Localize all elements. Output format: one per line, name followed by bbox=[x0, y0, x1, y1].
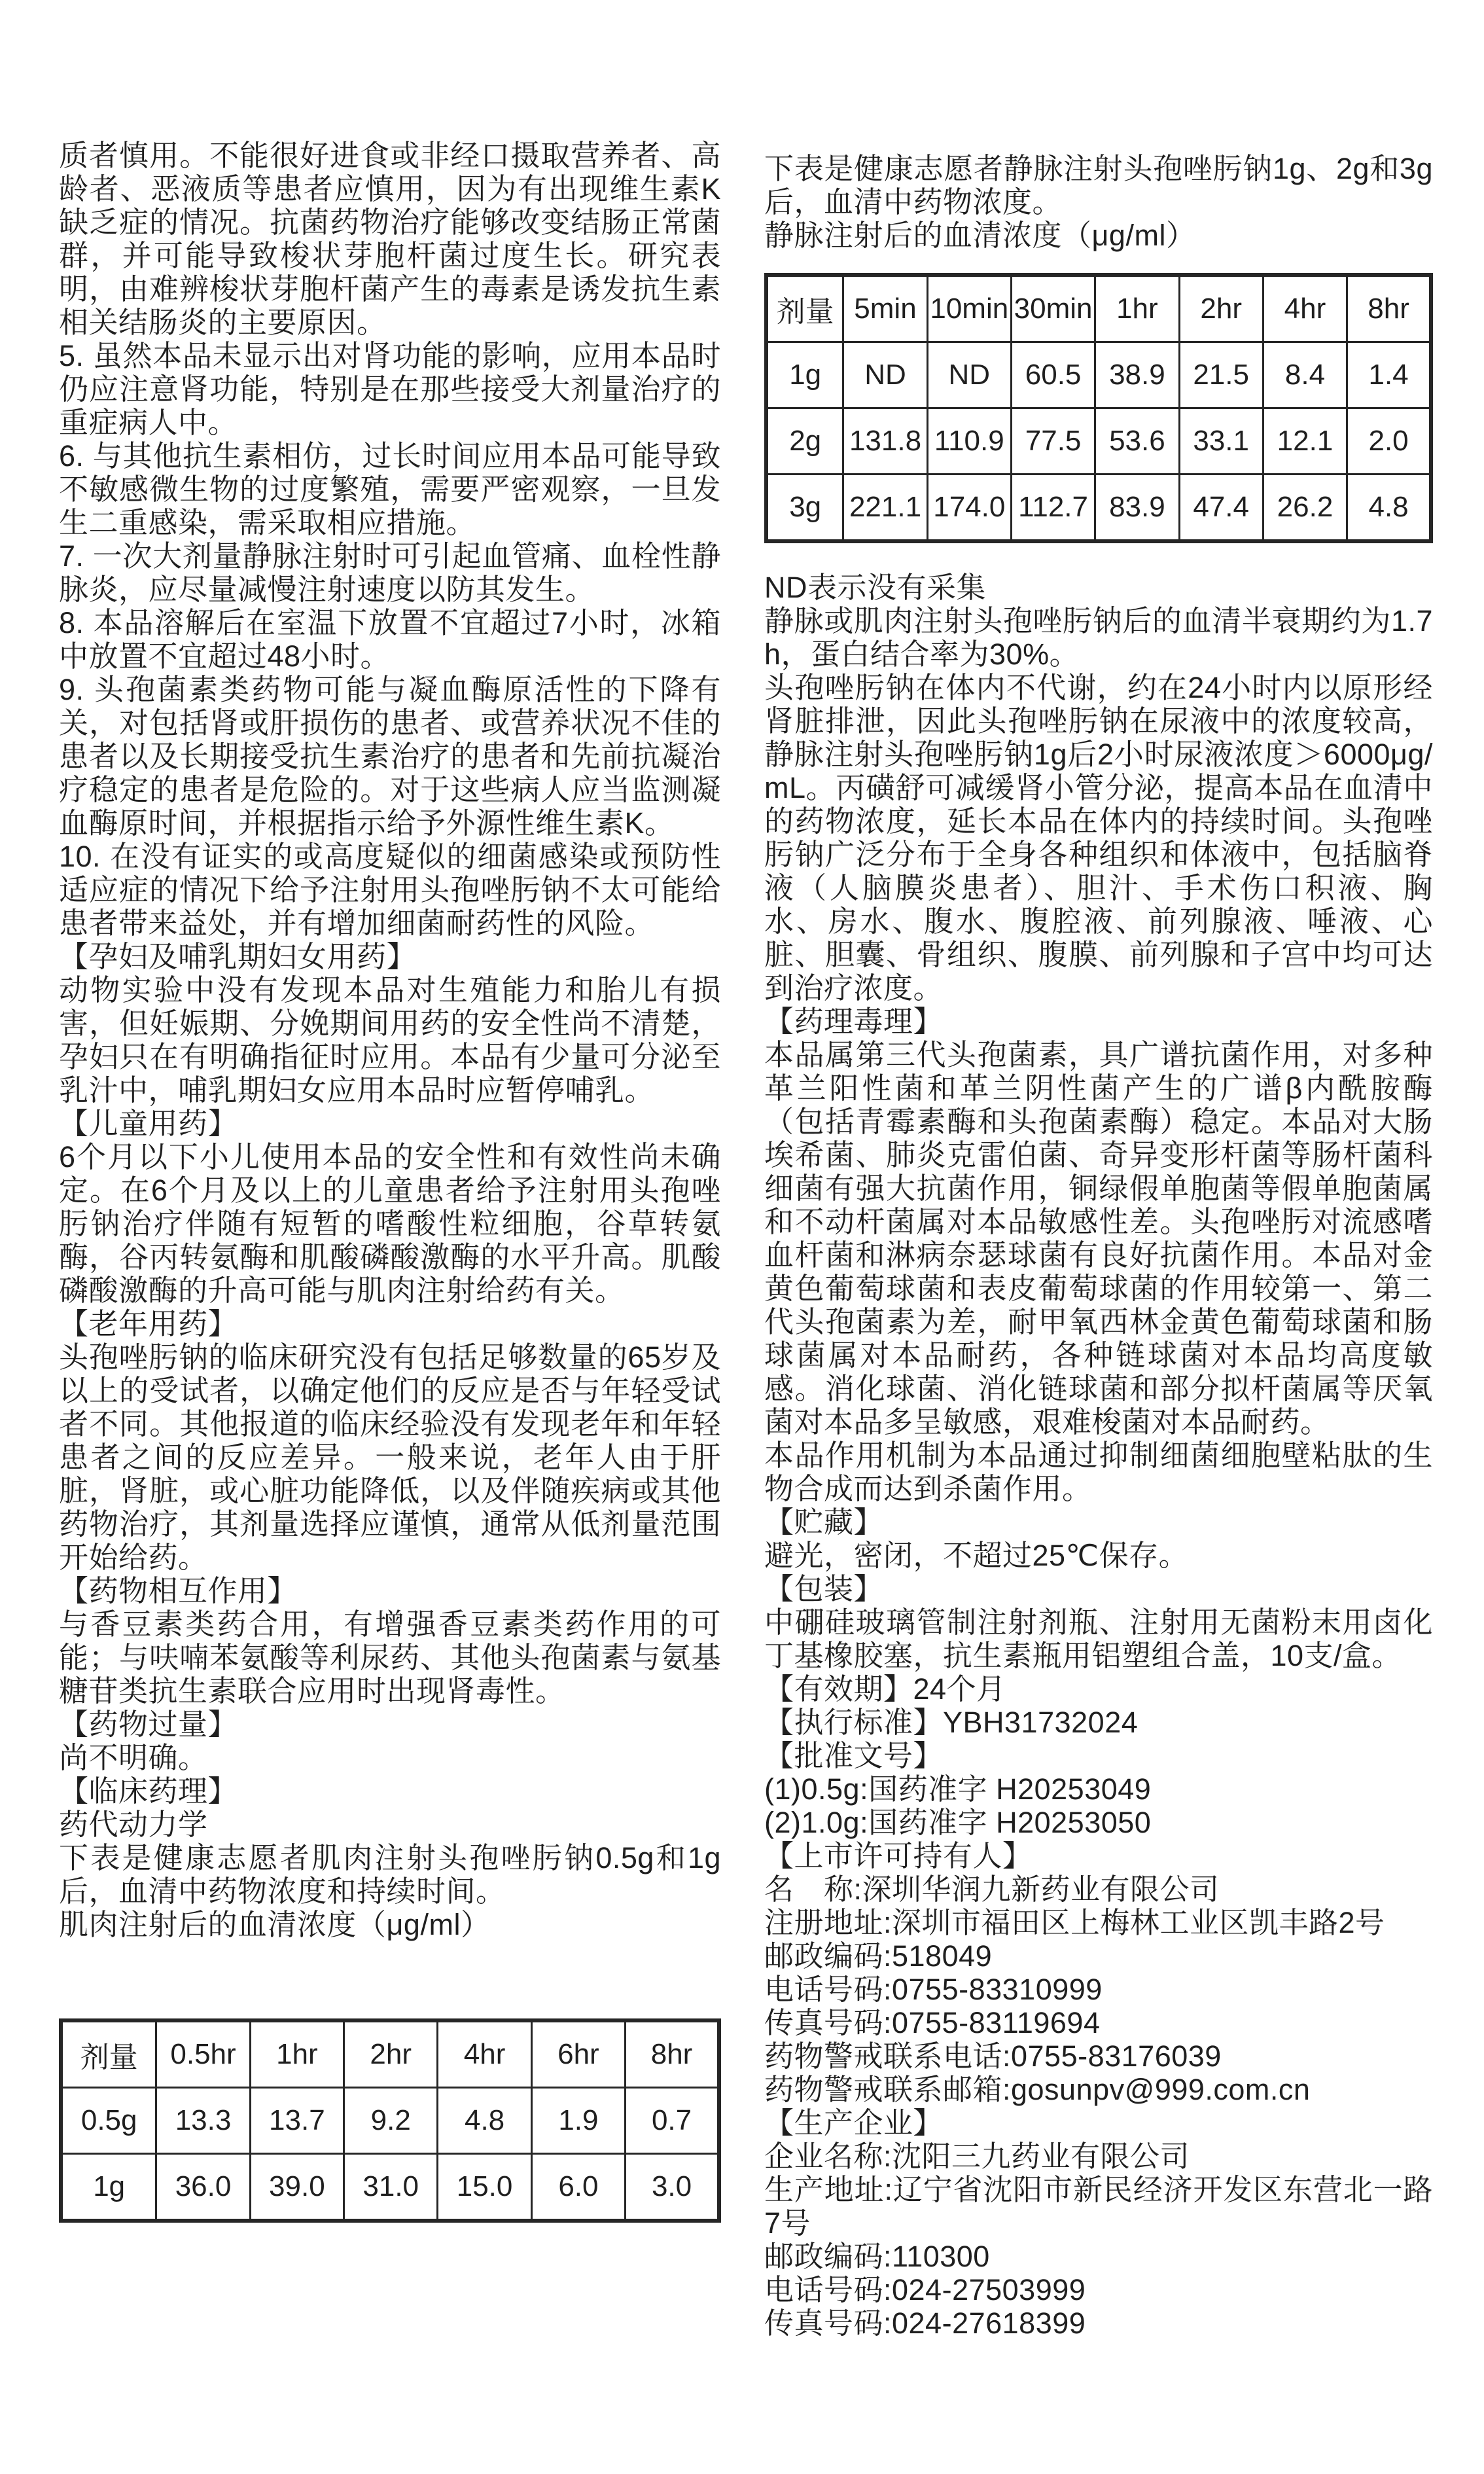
section-heading-packaging: 【包装】 bbox=[764, 1572, 884, 1605]
line-shelf-life: 【有效期】24个月 bbox=[764, 1672, 1006, 1706]
table-header-cell: 8hr bbox=[1347, 275, 1431, 342]
table-cell: 4.8 bbox=[438, 2088, 531, 2154]
table-cell: 83.9 bbox=[1095, 475, 1179, 542]
table-cell: 2g bbox=[766, 408, 843, 475]
section-heading-approval-number: 【批准文号】 bbox=[764, 1739, 944, 1772]
table-cell: 38.9 bbox=[1095, 342, 1179, 408]
paragraph-half-life: 静脉或肌肉注射头孢唑肟钠后的血清半衰期约为1.7 h，蛋白结合率为30%。 bbox=[764, 604, 1433, 671]
line-manufacturer-address: 生产地址:辽宁省沈阳市新民经济开发区东营北一路7号 bbox=[764, 2173, 1433, 2240]
table-header-cell: 5min bbox=[843, 275, 927, 342]
section-heading-elderly: 【老年用药】 bbox=[59, 1307, 238, 1340]
table-header-cell: 0.5hr bbox=[156, 2020, 250, 2088]
section-heading-clinical-pharmacology: 【临床药理】 bbox=[59, 1774, 238, 1808]
table-cell: 0.5g bbox=[61, 2088, 156, 2154]
table-cell: 6.0 bbox=[531, 2154, 625, 2221]
paragraph-children: 6个月以下小儿使用本品的安全性和有效性尚未确定。在6个月及以上的儿童患者给予注射用头孢唑肟钠治疗伴随有短暂的嗜酸性粒细胞，谷草转氨酶，谷丙转氨酶和肌酸磷酸激酶的水平升高。肌酸磷酸激酶的升高可能与肌肉注射给药有关。 bbox=[59, 1140, 721, 1307]
table-cell: 47.4 bbox=[1179, 475, 1263, 542]
table-cell: 8.4 bbox=[1263, 342, 1347, 408]
table-header-cell: 2hr bbox=[344, 2020, 438, 2088]
paragraph-im-table-intro: 下表是健康志愿者肌肉注射头孢唑肟钠0.5g和1g后，血清中药物浓度和持续时间。 bbox=[59, 1841, 721, 1908]
line-manufacturer-name: 企业名称:沈阳三九药业有限公司 bbox=[764, 2140, 1190, 2173]
line-manufacturer-phone: 电话号码:024-27503999 bbox=[764, 2273, 1086, 2306]
im-serum-concentration-table bbox=[59, 2018, 721, 2223]
table-row bbox=[766, 475, 1431, 542]
table-cell: 2.0 bbox=[1347, 408, 1431, 475]
table-cell: 110.9 bbox=[927, 408, 1011, 475]
line-pharmacovigilance-phone: 药物警戒联系电话:0755-83176039 bbox=[764, 2039, 1222, 2073]
table-cell: 174.0 bbox=[927, 475, 1011, 542]
paragraph-precaution-9: 9. 头孢菌素类药物可能与凝血酶原活性的下降有关，对包括肾或肝损伤的患者、或营养状况不佳的患者以及长期接受抗生素治疗的患者和先前抗凝治疗稳定的患者是危险的。对于这些病人应当监测凝血酶原时间，并根据指示给予外源性维生素K。 bbox=[59, 673, 721, 840]
paragraph-precaution-7: 7. 一次大剂量静脉注射时可引起血管痛、血栓性静脉炎，应尽量减慢注射速度以防其发生。 bbox=[59, 539, 721, 606]
line-manufacturer-postcode: 邮政编码:110300 bbox=[764, 2240, 990, 2273]
table-cell: 12.1 bbox=[1263, 408, 1347, 475]
table-cell: 60.5 bbox=[1011, 342, 1095, 408]
table-header-cell: 剂量 bbox=[61, 2020, 156, 2088]
table-header-cell: 10min bbox=[927, 275, 1011, 342]
table-cell: 9.2 bbox=[344, 2088, 438, 2154]
section-heading-children: 【儿童用药】 bbox=[59, 1107, 238, 1140]
table-header-cell: 剂量 bbox=[766, 275, 843, 342]
table-cell: 221.1 bbox=[843, 475, 927, 542]
table-header-row bbox=[766, 275, 1431, 342]
table-row bbox=[766, 342, 1431, 408]
table-cell: 0.7 bbox=[626, 2088, 719, 2154]
table-header-row bbox=[61, 2020, 719, 2088]
table-cell: ND bbox=[843, 342, 927, 408]
line-pharmacovigilance-email: 药物警戒联系邮箱:gosunpv@999.com.cn bbox=[764, 2073, 1311, 2106]
section-heading-drug-interactions: 【药物相互作用】 bbox=[59, 1574, 298, 1607]
table-header-cell: 4hr bbox=[438, 2020, 531, 2088]
line-holder-fax: 传真号码:0755-83119694 bbox=[764, 2006, 1101, 2039]
table-cell: 1.4 bbox=[1347, 342, 1431, 408]
paragraph-packaging: 中硼硅玻璃管制注射剂瓶、注射用无菌粉末用卤化丁基橡胶塞，抗生素瓶用铝塑组合盖，10支/盒。 bbox=[764, 1605, 1433, 1672]
table-row bbox=[766, 408, 1431, 475]
paragraph-storage: 避光，密闭，不超过25℃保存。 bbox=[764, 1539, 1189, 1572]
table-cell: 26.2 bbox=[1263, 475, 1347, 542]
line-approval-number-2: (2)1.0g:国药准字 H20253050 bbox=[764, 1806, 1152, 1839]
table-header-cell: 4hr bbox=[1263, 275, 1347, 342]
table-header-cell: 30min bbox=[1011, 275, 1095, 342]
table-cell: 33.1 bbox=[1179, 408, 1263, 475]
section-heading-manufacturer: 【生产企业】 bbox=[764, 2106, 944, 2140]
table-header-cell: 8hr bbox=[626, 2020, 719, 2088]
line-holder-name: 名 称:深圳华润九新药业有限公司 bbox=[764, 1873, 1220, 1906]
table-cell: 13.3 bbox=[156, 2088, 250, 2154]
table-cell: 3g bbox=[766, 475, 843, 542]
table-header-cell: 2hr bbox=[1179, 275, 1263, 342]
table-cell: 4.8 bbox=[1347, 475, 1431, 542]
table-cell: 1g bbox=[61, 2154, 156, 2221]
table-cell: 1g bbox=[766, 342, 843, 408]
table-header-cell: 1hr bbox=[1095, 275, 1179, 342]
line-executive-standard: 【执行标准】YBH31732024 bbox=[764, 1706, 1139, 1739]
paragraph-antibacterial-spectrum: 本品属第三代头孢菌素，具广谱抗菌作用，对多种革兰阳性菌和革兰阴性菌产生的广谱β内酰胺酶（包括青霉素酶和头孢菌素酶）稳定。本品对大肠埃希菌、肺炎克雷伯菌、奇异变形杆菌等肠杆菌科细菌有强大抗菌作用，铜绿假单胞菌等假单胞菌属和不动杆菌属对本品敏感性差。头孢唑肟对流感嗜血杆菌和淋病奈瑟球菌有良好抗菌作用。本品对金黄色葡萄球菌和表皮葡萄球菌的作用较第一、第二代头孢菌素为差，耐甲氧西林金黄色葡萄球菌和肠球菌属对本品耐药，各种链球菌对本品均高度敏感。消化球菌、消化链球菌和部分拟杆菌属等厌氧菌对本品多呈敏感，艰难梭菌对本品耐药。 bbox=[764, 1038, 1433, 1439]
line-holder-phone: 电话号码:0755-83310999 bbox=[764, 1973, 1103, 2006]
paragraph-mechanism: 本品作用机制为本品通过抑制细菌细胞壁粘肽的生物合成而达到杀菌作用。 bbox=[764, 1439, 1433, 1505]
line-manufacturer-fax: 传真号码:024-27618399 bbox=[764, 2306, 1086, 2340]
im-table-title: 肌肉注射后的血清浓度（μg/ml） bbox=[59, 1908, 491, 1941]
section-heading-storage: 【贮藏】 bbox=[764, 1505, 884, 1539]
iv-table-title: 静脉注射后的血清浓度（μg/ml） bbox=[764, 219, 1196, 252]
table-row bbox=[61, 2154, 719, 2221]
left-column bbox=[59, 139, 721, 2474]
paragraph-precaution-6: 6. 与其他抗生素相仿，过长时间应用本品可能导致不敏感微生物的过度繁殖，需要严密观察，一旦发生二重感染，需采取相应措施。 bbox=[59, 439, 721, 539]
table-row bbox=[61, 2088, 719, 2154]
paragraph-precaution-8: 8. 本品溶解后在室温下放置不宜超过7小时，冰箱中放置不宜超过48小时。 bbox=[59, 606, 721, 673]
paragraph-nd-note: ND表示没有采集 bbox=[764, 571, 986, 604]
line-approval-number-1: (1)0.5g:国药准字 H20253049 bbox=[764, 1772, 1152, 1806]
table-header-cell: 6hr bbox=[531, 2020, 625, 2088]
paragraph-pregnancy: 动物实验中没有发现本品对生殖能力和胎儿有损害，但妊娠期、分娩期间用药的安全性尚不清楚，孕妇只在有明确指征时应用。本品有少量可分泌至乳汁中，哺乳期妇女应用本品时应暂停哺乳。 bbox=[59, 973, 721, 1107]
paragraph-elderly: 头孢唑肟钠的临床研究没有包括足够数量的65岁及以上的受试者，以确定他们的反应是否与年轻受试者不同。其他报道的临床经验没有发现老年和年轻患者之间的反应差异。一般来说，老年人由于肝脏，肾脏，或心脏功能降低，以及伴随疾病或其他药物治疗，其剂量选择应谨慎，通常从低剂量范围开始给药。 bbox=[59, 1340, 721, 1574]
section-heading-license-holder: 【上市许可持有人】 bbox=[764, 1839, 1033, 1873]
table-cell: 1.9 bbox=[531, 2088, 625, 2154]
table-cell: 15.0 bbox=[438, 2154, 531, 2221]
section-heading-pregnancy: 【孕妇及哺乳期妇女用药】 bbox=[59, 940, 417, 973]
paragraph-precaution-10: 10. 在没有证实的或高度疑似的细菌感染或预防性适应症的情况下给予注射用头孢唑肟钠不太可能给患者带来益处，并有增加细菌耐药性的风险。 bbox=[59, 840, 721, 940]
section-heading-overdose: 【药物过量】 bbox=[59, 1708, 238, 1741]
table-header-cell: 1hr bbox=[250, 2020, 344, 2088]
iv-serum-concentration-table bbox=[764, 273, 1433, 543]
paragraph-pharmacokinetics-label: 药代动力学 bbox=[59, 1808, 208, 1841]
table-cell: 3.0 bbox=[626, 2154, 719, 2221]
table-cell: 112.7 bbox=[1011, 475, 1095, 542]
table-cell: 77.5 bbox=[1011, 408, 1095, 475]
table-cell: 36.0 bbox=[156, 2154, 250, 2221]
paragraph-drug-interactions: 与香豆素类药合用，有增强香豆素类药作用的可能；与呋喃苯氨酸等利尿药、其他头孢菌素与氨基糖苷类抗生素联合应用时出现肾毒性。 bbox=[59, 1607, 721, 1708]
paragraph-precautions-continued: 质者慎用。不能很好进食或非经口摄取营养者、高龄者、恶液质等患者应慎用，因为有出现维生素K缺乏症的情况。抗菌药物治疗能够改变结肠正常菌群，并可能导致梭状芽胞杆菌过度生长。研究表明，由难辨梭状芽胞杆菌产生的毒素是诱发抗生素相关结肠炎的主要原因。 bbox=[59, 139, 721, 339]
table-cell: 13.7 bbox=[250, 2088, 344, 2154]
paragraph-distribution: 头孢唑肟钠在体内不代谢，约在24小时内以原形经肾脏排泄，因此头孢唑肟钠在尿液中的浓度较高，静脉注射头孢唑肟钠1g后2小时尿液浓度＞6000μg/mL。丙磺舒可减缓肾小管分泌，提高本品在血清中的药物浓度，延长本品在体内的持续时间。头孢唑肟钠广泛分布于全身各种组织和体液中，包括脑脊液（人脑膜炎患者）、胆汁、手术伤口积液、胸水、房水、腹水、腹腔液、前列腺液、唾液、心脏、胆囊、骨组织、腹膜、前列腺和子宫中均可达到治疗浓度。 bbox=[764, 671, 1433, 1005]
table-cell: 53.6 bbox=[1095, 408, 1179, 475]
table-cell: 39.0 bbox=[250, 2154, 344, 2221]
section-heading-pharmacology-toxicology: 【药理毒理】 bbox=[764, 1005, 944, 1038]
right-column bbox=[764, 139, 1433, 2474]
line-holder-address: 注册地址:深圳市福田区上梅林工业区凯丰路2号 bbox=[764, 1906, 1385, 1939]
table-cell: 131.8 bbox=[843, 408, 927, 475]
table-cell: 21.5 bbox=[1179, 342, 1263, 408]
paragraph-precaution-5: 5. 虽然本品未显示出对肾功能的影响，应用本品时仍应注意肾功能，特别是在那些接受大剂量治疗的重症病人中。 bbox=[59, 339, 721, 439]
line-holder-postcode: 邮政编码:518049 bbox=[764, 1939, 993, 1973]
table-cell: ND bbox=[927, 342, 1011, 408]
table-cell: 31.0 bbox=[344, 2154, 438, 2221]
paragraph-overdose: 尚不明确。 bbox=[59, 1741, 208, 1774]
paragraph-iv-table-intro: 下表是健康志愿者静脉注射头孢唑肟钠1g、2g和3g后，血清中药物浓度。 bbox=[764, 152, 1433, 219]
